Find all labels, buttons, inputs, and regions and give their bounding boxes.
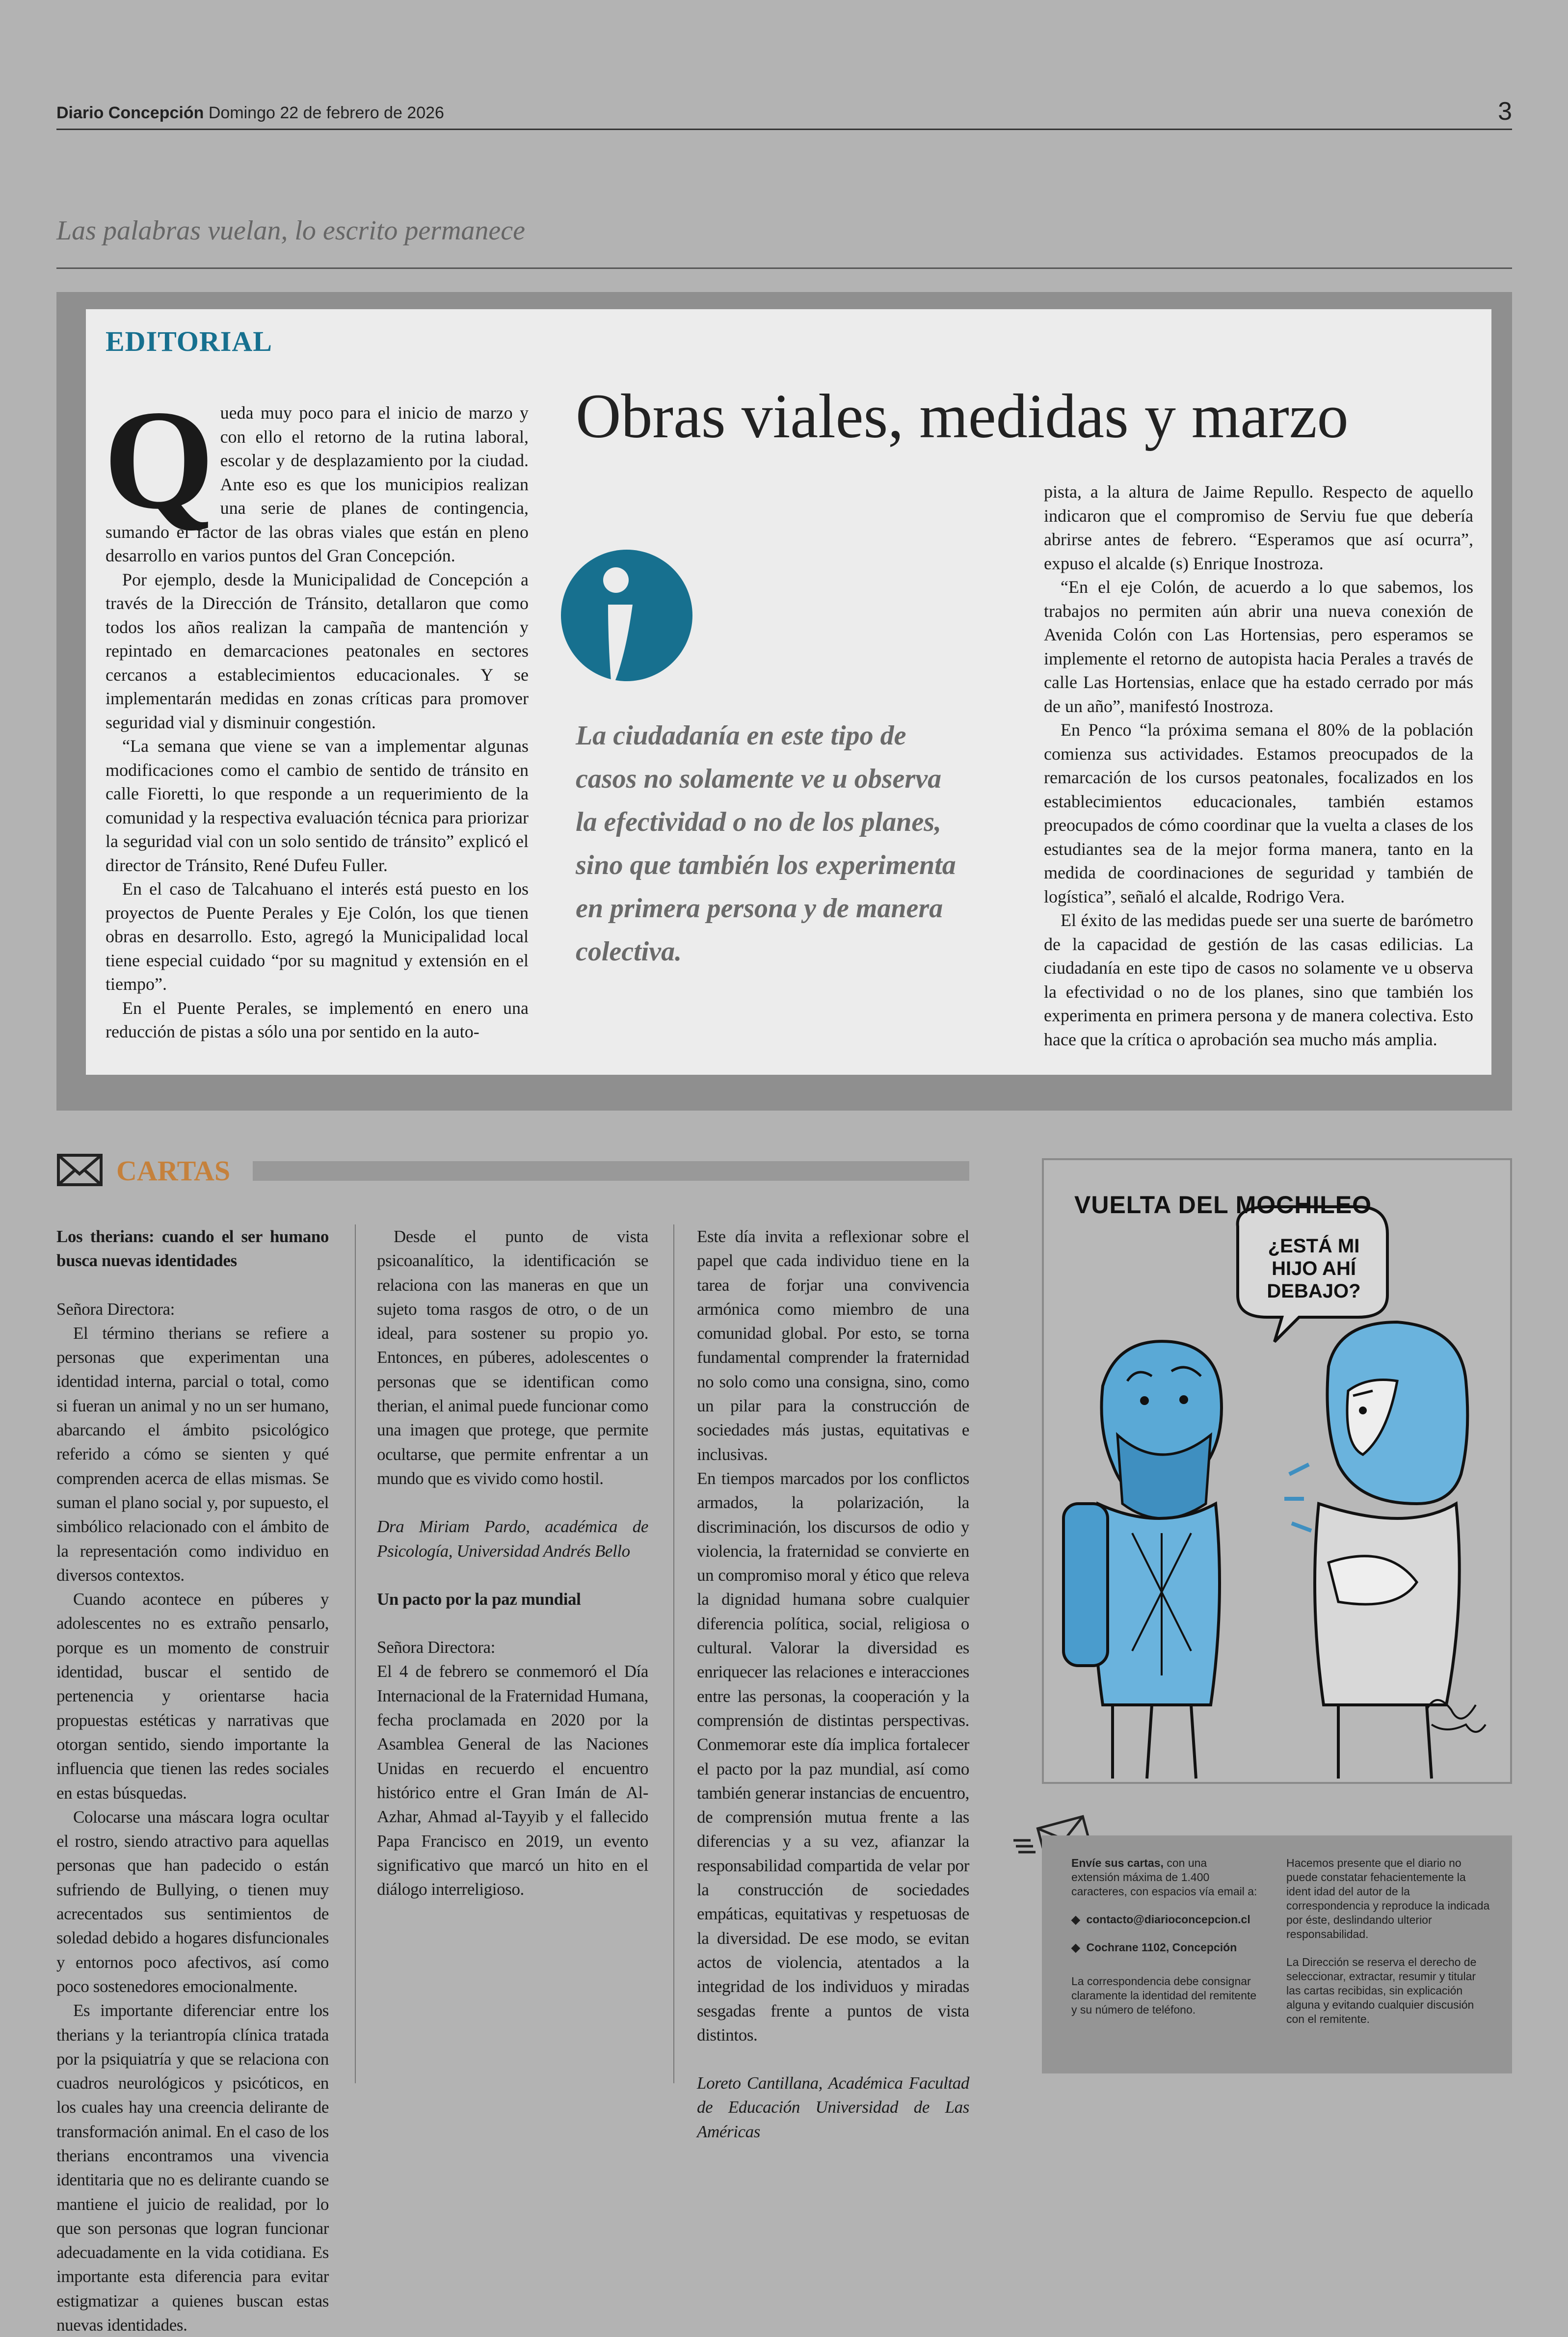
letter-title: Un pacto por la paz mundial [377,1589,581,1609]
editorial-paragraph: En Penco “la próxima semana el 80% de la población comienza sus actividades. Estamos preocupados de la remarcación de los cursos peatonales, focalizados en los establecimientos educacionales, también estamos preocupados de cómo coordinar que la vuelta a clases de los estudiantes sea de la mejor forma manera, tanto en la medida de coordinaciones de seguridad y también de logística”, señaló el alcalde, Rodrigo Vera. [1044,720,1473,906]
letter-paragraph: Es importante diferenciar entre los therians y la teriantropía clínica tratada por la psiquiatría y que se relaciona con cuadros neurológicos y psicóticos, en los cuales hay una creencia delirante de transformación animal. En el caso de los therians encontramos una vivencia identitaria que no es delirante cuando se mantiene el juicio de realidad, por lo que son personas que logran funcionar adecuadamente en la vida cotidiana. Es importante esta diferencia para evitar estigmatizar a quienes buscan estas nuevas identidades. [56,2001,329,2335]
editorial-panel [86,309,1491,1075]
cartas-label: CARTAS [116,1155,231,1187]
letters-column-2 [377,1224,648,1901]
editorial-paragraph: ueda muy poco para el inicio de marzo y con ello el retorno de la rutina laboral, escolar y de desplazamiento por la ciudad. Ante eso es que los municipios realizan una serie de planes de contingencia, sumando el factor de las obras viales que están en pleno desarrollo en varios puntos del Gran Concepción. [106,403,529,565]
info-address: ◆ Cochrane 1102, Concepción [1071,1941,1237,1954]
contact-address: Cochrane 1102, Concepción [1086,1941,1237,1954]
editorial-paragraph: En el caso de Talcahuano el interés está puesto en los proyectos de Puente Perales y Eje Colón, los que tienen obras en desarrollo. Esto, agregó la Municipalidad local tiene especial cuidado “por su magnitud y extensión en el tiempo”. [106,879,529,994]
letter-paragraph: Colocarse una máscara logra ocultar el rostro, siendo atractivo para aquellas personas que han padecido o están sufriendo de Bullying, o tienen muy acrecentados sus sentimientos de soledad debido a hogares disfuncionales y entornos poco afectivos, así como poco sostenedores emocionalmente. [56,1807,329,1996]
letter-paragraph: El término therians se refiere a personas que experimentan una identidad interna, parcial o total, como si fueran un animal y no un ser humano, abarcando el ámbito psicológico referido a cómo se sienten y qué comprenden acerca de ellas mismas. Se suman el plano social y, por supuesto, el simbólico relacionado con el ámbito de la representación como individuo en diversos contextos. [56,1323,329,1585]
editorial-paragraph: pista, a la altura de Jaime Repullo. Respecto de aquello indicaron que el compromiso de Serviu fue que debería abrirse antes de febrero. “Esperamos que así ocurra”, expuso el alcalde (s) Enrique Inostroza. [1044,482,1473,573]
contact-email: contacto@diarioconcepcion.cl [1086,1913,1250,1926]
cartoon [1042,1158,1512,1784]
speech-bubble-text: ¿ESTÁ MI HIJO AHÍ DEBAJO? [1267,1235,1361,1302]
editorial-frame [56,292,1512,1111]
publication-name: Diario Concepción [56,104,204,122]
editorial-paragraph: “La semana que viene se van a implementar algunas modificaciones como el cambio de sentido de tránsito en calle Fioretti, lo que responde a un requerimiento de la comunidad y la respectiva evaluación técnica para priorizar la seguridad vial con un solo sentido de tránsito” explicó el director de Tránsito, René Dufeu Fuller. [106,736,529,875]
letter-paragraph: El 4 de febrero se conmemoró el Día Internacional de la Fraternidad Humana, fecha proclamada en 2020 por la Asamblea General de las Naciones Unidas en recuerdo el encuentro histórico entre el Gran Imán de Al-Azhar, Ahmad al-Tayyib y el fallecido Papa Francisco en 2019, un evento significativo que marcó un hito en el diálogo interreligioso. [377,1662,648,1899]
editorial-label: EDITORIAL [106,325,272,357]
letter-title: Los therians: cuando el ser humano busca nuevas identidades [56,1227,329,1271]
info-email: ◆ contacto@diarioconcepcion.cl [1071,1913,1250,1926]
editorial-paragraph: “En el eje Colón, de acuerdo a lo que sabemos, los trabajos no permiten aún abrir una nueva conexión de Avenida Colón con Las Hortensias, pero esperamos se implemente el retorno de autopista hacia Perales a través de calle Las Hortensias, enlace que ha estado cerrado por más de un año”, manifestó Inostroza. [1044,577,1473,716]
info-intro-bold: Envíe sus cartas, [1071,1857,1164,1869]
submission-info-box [1042,1835,1512,2073]
dropcap: Q [104,381,214,538]
letters-column-1 [56,1224,329,2337]
editorial-title: Obras viales, medidas y marzo [576,381,1349,451]
letter-salutation: Señora Directora: [56,1299,175,1319]
info-note-right-1: Hacemos presente que el diario no puede constatar fehacientemente la ident idad del autor de la correspondencia y reproduce la indicada por éste, deslindando ulterior responsabilidad. [1286,1857,1490,1940]
publication-date-line [56,104,444,123]
letter-signature: Loreto Cantillana, Académica Facultad de Educación Universidad de Las Américas [697,2073,969,2141]
editorial-column-3 [1044,480,1473,1051]
letters-column-3 [697,1224,969,2144]
masthead [56,97,1512,130]
letter-signature: Dra Miriam Pardo, académica de Psicología, Universidad Andrés Bello [377,1517,648,1561]
letter-paragraph: Cuando acontece en púberes y adolescentes no es extraño pensarlo, porque es un momento de construir identidad, buscar el sentido de pertenencia y orientarse hacia propuestas estéticas y narrativas que otorgan sentido, siendo importante la influencia que tienen las redes sociales en estas búsquedas. [56,1590,329,1803]
info-intro-text: con una extensión máxima de 1.400 caracteres, con espacios vía email a: [1071,1857,1257,1898]
page-number: 3 [1498,97,1512,126]
column-rule [355,1224,356,2083]
editorial-column-1 [104,381,529,1044]
cartas-header [56,1152,969,1192]
info-left-column [1071,1856,1258,2017]
letter-paragraph: Este día invita a reflexionar sobre el papel que cada individuo tiene en la tarea de forjar una convivencia armónica como miembro de una comunidad global. Por esto, se torna fundamental comprender la fraternidad no solo como una consigna, sino, como un pilar para la construcción de sociedades más justas, equitativas e inclusivas. [697,1227,969,1464]
cartoon-title: VUELTA DEL MOCHILEO [1074,1191,1372,1219]
editorial-paragraph: En el Puente Perales, se implementó en enero una reducción de pistas a sólo una por sentido en la auto- [106,998,529,1041]
info-note-right-2: La Dirección se reserva el derecho de seleccionar, extractar, resumir y titular las cartas recibidas, sin explicación alguna y evitando cualquier discusión con el remitente. [1286,1956,1477,2025]
column-rule [673,1224,674,2083]
info-note-left: La correspondencia debe consignar claramente la identidad del remitente y su número de teléfono. [1071,1975,1257,2016]
info-intro [1071,1856,1258,1899]
envelope-icon [56,1152,103,1188]
editorial-paragraph: Por ejemplo, desde la Municipalidad de Concepción a través de la Dirección de Tránsito, detallaron que como todos los años realizan la campaña de mantención y repintado en demarcaciones peatonales en sectores cercanos a establecimientos educacionales. Y se implementarán medidas en zonas críticas para promover seguridad vial y disminuir congestión. [106,569,529,732]
letter-salutation: Señora Directora: [377,1638,496,1657]
pull-quote: La ciudadanía en este tipo de casos no solamente ve u observa la efectividad o no de los planes, sino que también los experimenta en primera persona y de manera colectiva. [576,720,956,967]
editorial-paragraph: El éxito de las medidas puede ser una suerte de barómetro de la capacidad de gestión de las casas edilicias. La ciudadanía en este tipo de casos no solamente ve u observa la efectividad o no de los planes, sino que también los experimenta en primera persona y de manera colectiva. Esto hace que la crítica o aprobación sea mucho más amplia. [1044,910,1473,1049]
letter-paragraph: Desde el punto de vista psicoanalítico, la identificación se relaciona con las maneras en que un sujeto toma rasgos de otro, o de un ideal, para sostener su propio yo. Entonces, en púberes, adolescentes o personas que se identifican como therian, el animal puede funcionar como una imagen que protege, que permite ocultarse, que permite enfrentar a un mundo que es vivido como hostil. [377,1227,648,1488]
info-right-column [1286,1856,1492,2026]
letter-paragraph: En tiempos marcados por los conflictos armados, la polarización, la discriminación, los discursos de odio y violencia, la fraternidad se convierte en un compromiso moral y ético que releva la dignidad humana sobre cualquier diferencia política, social, religiosa o cultural. Valorar la diversidad es enriquecer las relaciones e interacciones entre las personas, la cooperación y la comprensión de distintas perspectivas. Conmemorar este día implica fortalecer el pacto por la paz mundial, así como también generar instancias de encuentro, de comprensión mutua frente a las diferencias y a su vez, afianzar la responsabilidad compartida de velar por la construcción de sociedades empáticas, equitativas y respetuosas de la diversidad. De ese modo, se evitan actos de violencia, atentados a la integridad de los individuos y miradas sesgadas frente a puntos de vista distintos. [697,1468,969,2045]
info-icon [561,550,692,681]
section-tagline: Las palabras vuelan, lo escrito permanece [56,215,1512,269]
publication-date: Domingo 22 de febrero de 2026 [208,104,444,122]
cartas-header-bar [253,1161,969,1181]
